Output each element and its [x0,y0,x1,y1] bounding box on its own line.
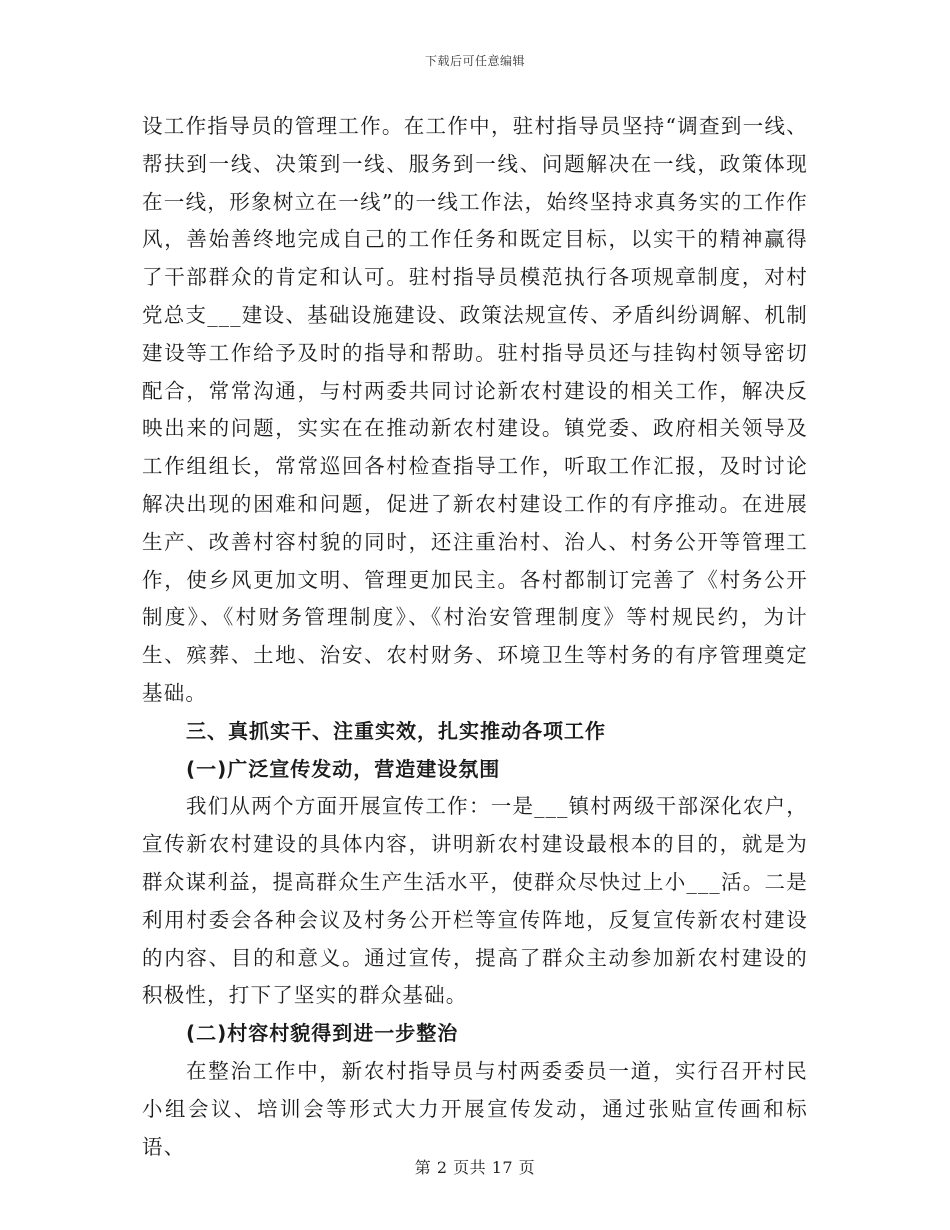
document-body [142,108,808,1166]
page-header: 下载后可任意编辑 [424,54,525,68]
body-paragraph-1: 设工作指导员的管理工作。在工作中，驻村指导员坚持“调查到一线、帮扶到一线、决策到一线、服务到一线、问题解决在一线，政策体现在一线，形象树立在一线”的一线工作法，始终坚持求真务实的工作作风，善始善终地完成自己的工作任务和既定目标，以实干的精神赢得了干部群众的肯定和认可。驻村指导员模范执行各项规章制度，对村党总支___建设、基础设施建设、政策法规宣传、矛盾纠纷调解、机制建设等工作给予及时的指导和帮助。驻村指导员还与挂钩村领导密切配合，常常沟通，与村两委共同讨论新农村建设的相关工作，解决反映出来的问题，实实在在推动新农村建设。镇党委、政府相关领导及工作组组长，常常巡回各村检查指导工作，听取工作汇报，及时讨论解决出现的困难和问题，促进了新农村建设工作的有序推动。在进展生产、改善村容村貌的同时，还注重治村、治人、村务公开等管理工作，使乡风更加文明、管理更加民主。各村都制订完善了《村务公开制度》、《村财务管理制度》、《村治安管理制度》等村规民约，为计生、殡葬、土地、治安、农村财务、环境卫生等村务的有序管理奠定基础。 [142,114,808,705]
subsection-heading-1: (一)广泛宣传发动，营造建设氛围 [186,756,501,781]
section-heading-3: 三、真抓实干、注重实效，扎实推动各项工作 [186,718,606,743]
subsection-heading-2: (二)村容村貌得到进一步整治 [186,1021,459,1046]
page-footer-page-number: 第 2 页共 17 页 [414,1158,536,1177]
body-paragraph-3: 在整治工作中，新农村指导员与村两委委员一道，实行召开村民小组会议、培训会等形式大力开展宣传发动，通过张贴宣传画和标语、 [142,1058,808,1159]
body-paragraph-2: 我们从两个方面开展宣传工作：一是___镇村两级干部深化农户，宣传新农村建设的具体内容，讲明新农村建设最根本的目的，就是为群众谋利益，提高群众生产生活水平，使群众尽快过上小___活。二是利用村委会各种会议及村务公开栏等宣传阵地，反复宣传新农村建设的内容、目的和意义。通过宣传，提高了群众主动参加新农村建设的积极性，打下了坚实的群众基础。 [142,794,808,1008]
